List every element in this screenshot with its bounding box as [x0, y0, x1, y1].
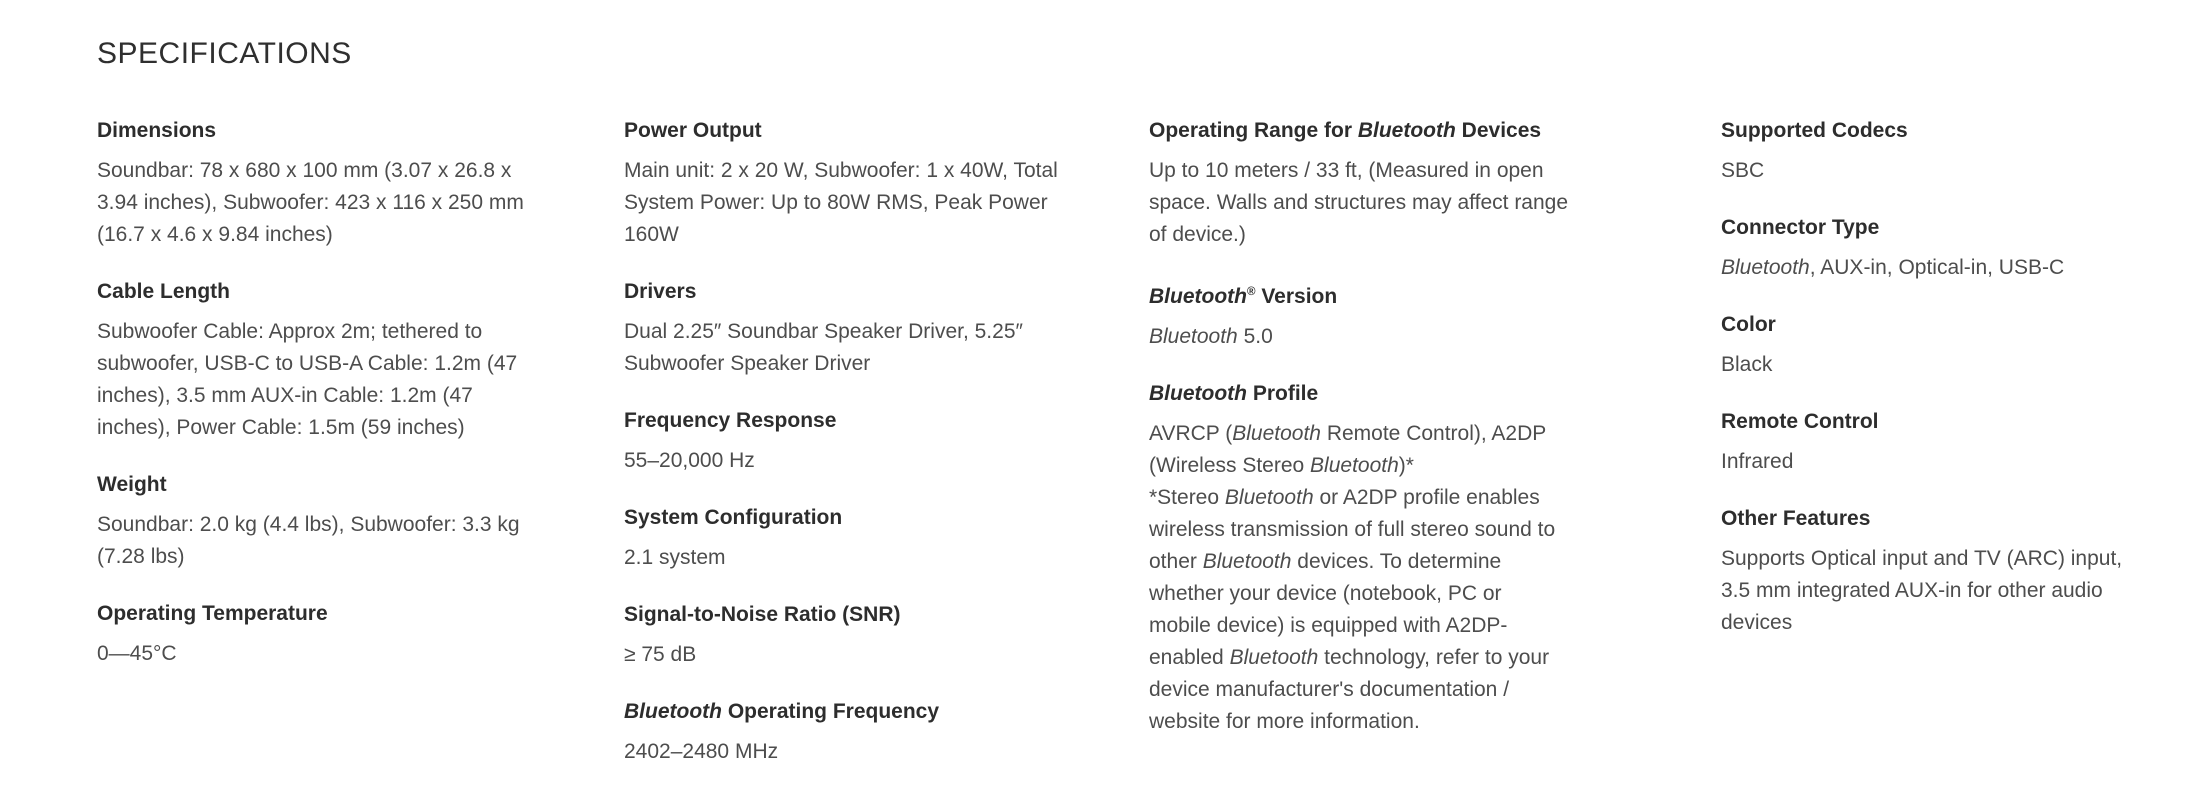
spec-section-cable-length [97, 278, 529, 444]
spec-heading-other-features: Other Features [1721, 507, 1871, 530]
spec-section-bluetooth-profile [1149, 380, 1569, 738]
spec-heading-weight: Weight [97, 473, 167, 496]
spec-value-remote-control: Infrared [1721, 450, 1794, 473]
spec-heading-bluetooth-version: Bluetooth® Version [1149, 285, 1338, 308]
spec-heading-snr: Signal-to-Noise Ratio (SNR) [624, 603, 901, 626]
spec-heading-operating-range: Operating Range for Bluetooth Devices [1149, 119, 1542, 142]
spec-value-system-configuration: 2.1 system [624, 546, 726, 569]
spec-heading-operating-temperature: Operating Temperature [97, 602, 328, 625]
spec-value-power-output: Main unit: 2 x 20 W, Subwoofer: 1 x 40W, Total System Power: Up to 80W RMS, Peak Power 160W [624, 159, 1058, 246]
spec-value-bluetooth-operating-frequency: 2402–2480 MHz [624, 740, 779, 763]
spec-value-connector-type: Bluetooth, AUX-in, Optical-in, USB-C [1721, 256, 2065, 279]
spec-value-drivers: Dual 2.25″ Soundbar Speaker Driver, 5.25″ Subwoofer Speaker Driver [624, 320, 1023, 375]
spec-value-operating-range: Up to 10 meters / 33 ft, (Measured in open space. Walls and structures may affect range of device.) [1149, 159, 1569, 246]
spec-heading-power-output: Power Output [624, 119, 762, 142]
spec-section-remote-control [1721, 408, 2126, 478]
spec-heading-remote-control: Remote Control [1721, 410, 1879, 433]
spec-heading-drivers: Drivers [624, 280, 697, 303]
spec-heading-dimensions: Dimensions [97, 119, 217, 142]
spec-value-other-features: Supports Optical input and TV (ARC) input, 3.5 mm integrated AUX-in for other audio devices [1721, 547, 2123, 634]
spec-section-supported-codecs [1721, 117, 2126, 187]
spec-section-system-configuration [624, 504, 1069, 574]
spec-value-supported-codecs: SBC [1721, 159, 1765, 182]
spec-section-bluetooth-version [1149, 278, 1569, 353]
spec-heading-cable-length: Cable Length [97, 280, 231, 303]
spec-section-dimensions [97, 117, 529, 251]
spec-column-4 [1721, 117, 2126, 666]
spec-section-connector-type [1721, 214, 2126, 284]
spec-section-frequency-response [624, 407, 1069, 477]
spec-column-1 [97, 117, 529, 697]
spec-section-snr [624, 601, 1069, 671]
spec-section-bluetooth-operating-frequency [624, 698, 1069, 768]
spec-section-color [1721, 311, 2126, 381]
spec-value-snr: ≥ 75 dB [624, 643, 697, 666]
spec-section-drivers [624, 278, 1069, 380]
spec-column-3 [1149, 117, 1569, 765]
spec-columns [97, 117, 2200, 795]
spec-value-weight: Soundbar: 2.0 kg (4.4 lbs), Subwoofer: 3.3 kg (7.28 lbs) [97, 513, 520, 568]
spec-heading-connector-type: Connector Type [1721, 216, 1880, 239]
spec-section-weight [97, 471, 529, 573]
spec-value-frequency-response: 55–20,000 Hz [624, 449, 755, 472]
spec-heading-system-configuration: System Configuration [624, 506, 843, 529]
spec-value-bluetooth-version: Bluetooth 5.0 [1149, 325, 1273, 348]
spec-heading-bluetooth-operating-frequency: Bluetooth Operating Frequency [624, 700, 940, 723]
spec-value-bluetooth-profile: AVRCP (Bluetooth Remote Control), A2DP (Wireless Stereo Bluetooth)* *Stereo Bluetooth or A2DP profile enables wireless transmission of full stereo sound to other Bluetooth devices. To determine whether your device (notebook, PC or mobile device) is equipped with A2DP-enabled Bluetooth technology, refer to your device manufacturer's documentation / website for more information. [1149, 422, 1556, 733]
spec-heading-supported-codecs: Supported Codecs [1721, 119, 1908, 142]
spec-value-color: Black [1721, 353, 1773, 376]
spec-section-other-features [1721, 505, 2126, 639]
spec-heading-color: Color [1721, 313, 1776, 336]
spec-section-power-output [624, 117, 1069, 251]
spec-value-operating-temperature: 0—45°C [97, 642, 177, 665]
spec-section-operating-temperature [97, 600, 529, 670]
spec-value-dimensions: Soundbar: 78 x 680 x 100 mm (3.07 x 26.8 x 3.94 inches), Subwoofer: 423 x 116 x 250 mm (16.7 x 4.6 x 9.84 inches) [97, 159, 524, 246]
spec-section-operating-range [1149, 117, 1569, 251]
spec-column-2 [624, 117, 1069, 795]
spec-heading-bluetooth-profile: Bluetooth Profile [1149, 382, 1319, 405]
spec-value-cable-length: Subwoofer Cable: Approx 2m; tethered to subwoofer, USB-C to USB-A Cable: 1.2m (47 inches), 3.5 mm AUX-in Cable: 1.2m (47 inches), Power Cable: 1.5m (59 inches) [97, 320, 518, 439]
page-title: SPECIFICATIONS [97, 37, 352, 70]
spec-heading-frequency-response: Frequency Response [624, 409, 837, 432]
